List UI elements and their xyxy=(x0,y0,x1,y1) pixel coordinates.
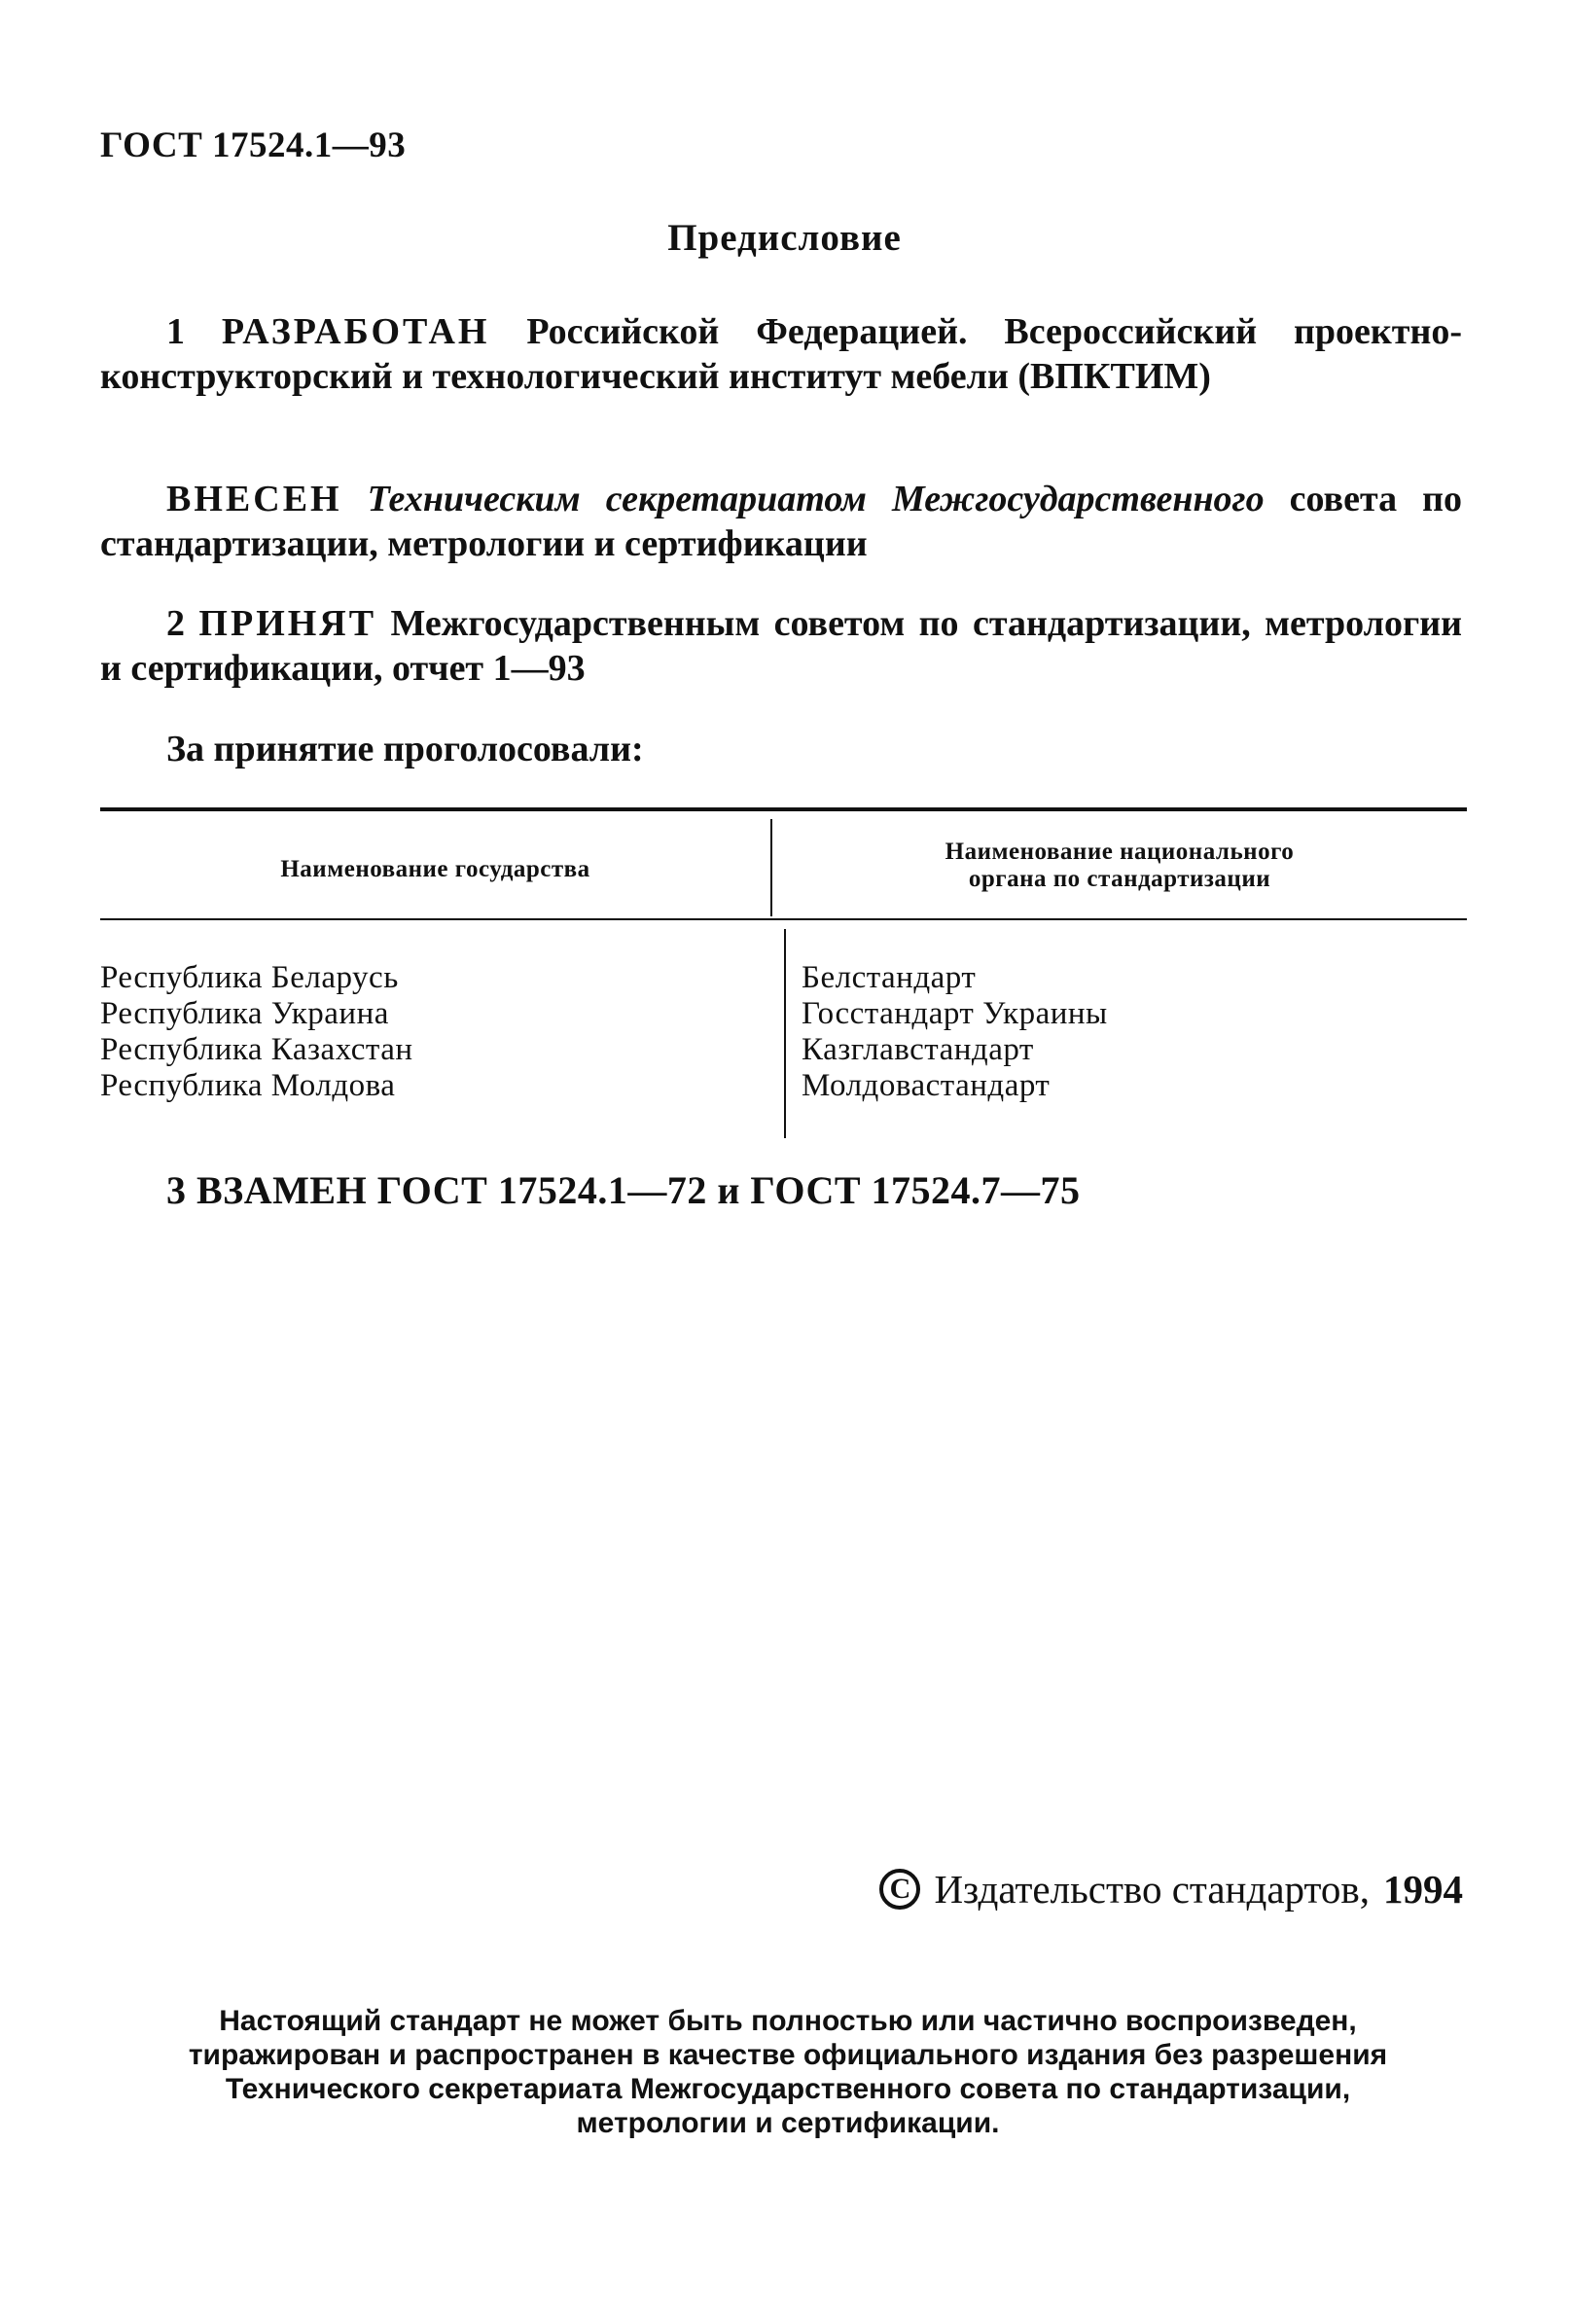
document-code: ГОСТ 17524.1—93 xyxy=(100,125,407,165)
table-header-body-line1: Наименование национального xyxy=(945,839,1295,865)
notice-line: Технического секретариата Межгосударственного совета по стандартизации, xyxy=(225,2073,1351,2105)
table-body-divider xyxy=(784,929,786,1138)
section-keyword: ВНЕСЕН xyxy=(166,479,342,519)
section-text: Российской Федерацией. Всероссийский проектно-конструкторский и технологический институт мебели (ВПКТИМ) xyxy=(100,311,1462,397)
section-text: Межгосударственным советом по стандартизации, метрологии и сертификации, отчет 1—93 xyxy=(100,603,1463,689)
section-text: совета по стандартизации, метрологии и сертификации xyxy=(100,479,1463,564)
table-cell-state: Республика Беларусь xyxy=(100,960,399,995)
table-header-state: Наименование государства xyxy=(280,856,590,882)
section-replaces: 3 ВЗАМЕН ГОСТ 17524.1—72 и ГОСТ 17524.7—75 xyxy=(166,1168,1081,1212)
page-title: Предисловие xyxy=(667,217,902,259)
table-header-body xyxy=(772,839,1467,893)
table-cell-state: Республика Казахстан xyxy=(100,1032,413,1067)
reproduction-notice xyxy=(117,2004,1459,2140)
copyright-line xyxy=(879,1866,1463,1913)
table-cell-body: Казглавстандарт xyxy=(802,1032,1034,1067)
section-number: 2 xyxy=(166,603,185,644)
table-cell-state: Республика Молдова xyxy=(100,1068,396,1103)
section-number: 1 xyxy=(166,311,185,352)
copyright-year: 1994 xyxy=(1383,1867,1463,1912)
notice-line: метрологии и сертификации. xyxy=(576,2107,1000,2139)
notice-line: Настоящий стандарт не может быть полностью или частично воспроизведен, xyxy=(219,2005,1357,2037)
section-adopted xyxy=(100,601,1462,691)
copyright-icon: C xyxy=(879,1869,920,1910)
table-cell-body: Молдовастандарт xyxy=(802,1068,1051,1103)
section-keyword: РАЗРАБОТАН xyxy=(221,311,490,352)
table-cell-body: Госстандарт Украины xyxy=(802,996,1108,1031)
table-bodies-column xyxy=(802,960,1463,1104)
section-developed xyxy=(100,309,1462,399)
table-header-body-line2: органа по стандартизации xyxy=(968,866,1271,892)
copyright-publisher: Издательство стандартов, xyxy=(934,1867,1370,1912)
table-cell-body: Белстандарт xyxy=(802,960,977,995)
voted-label: За принятие проголосовали: xyxy=(166,729,644,769)
notice-line: тиражирован и распространен в качестве официального издания без разрешения xyxy=(188,2039,1388,2071)
section-submitted xyxy=(100,477,1462,566)
table-top-rule xyxy=(100,807,1467,811)
table-cell-state: Республика Украина xyxy=(100,996,389,1031)
table-states-column xyxy=(100,960,762,1104)
table-header-rule xyxy=(100,918,1467,920)
section-italic-text: Техническим секретариатом Межгосударственного xyxy=(367,479,1265,519)
section-keyword: ПРИНЯТ xyxy=(198,603,377,644)
